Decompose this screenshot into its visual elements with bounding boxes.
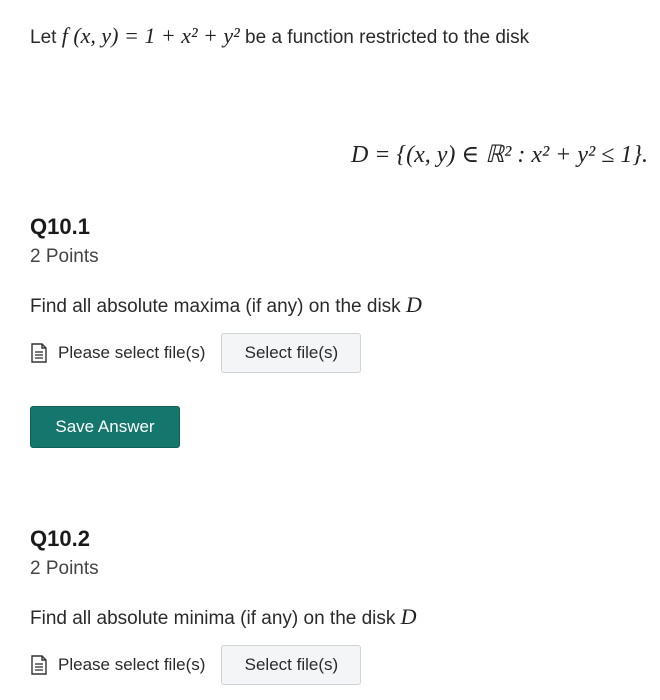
- prompt-text: Find all absolute minima (if any) on the disk: [30, 608, 401, 629]
- prompt-math: D: [405, 292, 422, 317]
- file-upload-row-q10-2: [30, 644, 361, 686]
- disk-definition: D = {(x, y) ∈ ℝ² : x² + y² ≤ 1}.: [350, 142, 648, 168]
- question-points-q10-2: 2 Points: [30, 558, 99, 579]
- file-status-label: Please select file(s): [58, 655, 206, 674]
- file-upload-row-q10-1: [30, 332, 361, 374]
- select-files-button[interactable]: Select file(s): [221, 333, 361, 373]
- question-title-q10-1: Q10.1: [30, 214, 90, 239]
- function-expression: f (x, y) = 1 + x² + y²: [61, 23, 240, 48]
- document-icon: [30, 343, 48, 363]
- document-icon: [30, 655, 48, 675]
- file-status-label: Please select file(s): [58, 343, 206, 362]
- question-prompt-q10-1: [30, 292, 422, 318]
- intro-text-before: Let: [30, 27, 62, 48]
- prompt-text: Find all absolute maxima (if any) on the disk: [30, 296, 406, 317]
- question-points-q10-1: 2 Points: [30, 246, 99, 267]
- save-answer-button[interactable]: Save Answer: [30, 406, 180, 448]
- intro-text-after: be a function restricted to the disk: [239, 27, 530, 48]
- select-files-button[interactable]: Select file(s): [221, 645, 361, 685]
- prompt-math: D: [400, 604, 417, 629]
- question-prompt-q10-2: [30, 604, 417, 630]
- problem-statement: [30, 20, 630, 54]
- question-title-q10-2: Q10.2: [30, 526, 90, 551]
